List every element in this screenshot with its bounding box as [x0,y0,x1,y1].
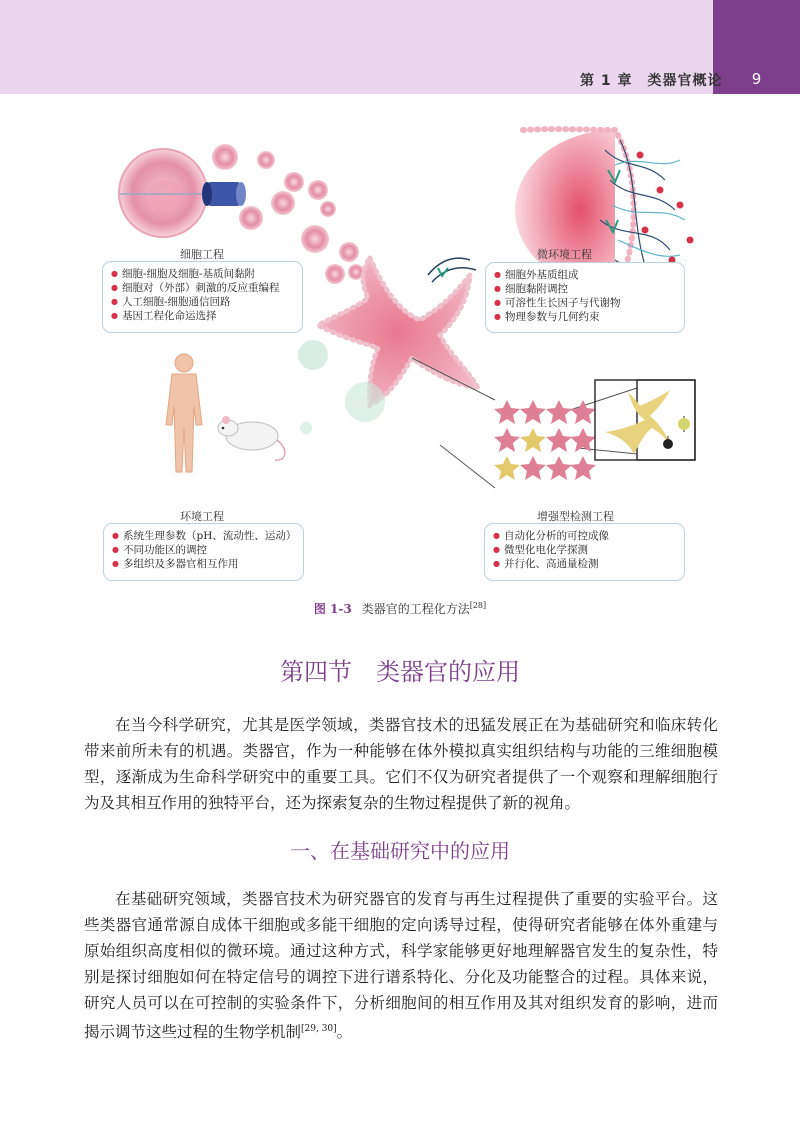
human-figure [166,354,202,472]
soft-sphere [345,382,385,422]
subsection-body-end: 。 [336,1023,353,1042]
vector-cylinder [202,182,246,206]
box-microenvironment [485,262,685,333]
list-item: ● 基因工程化命运选择 [111,309,294,323]
list-item: ● 系统生理参数（pH、流动性、运动） [112,529,295,543]
subsection-body-text: 在基础研究领域，类器官技术为研究器官的发育与再生过程提供了重要的实验平台。这些类器官通常源自成体干细胞或多能干细胞的定向诱导过程，使得研究者能够在体外重建与原始组织高度相似的微环境。通过这种方式，科学家能够更好地理解器官发生的复杂性，特别是探讨细胞如何在特定信号的调控下进行谱系特化、分化及功能整合的过程。具体来说，研究人员可以在可控制的实验条件下，分析细胞间的相互作用及其对组织发育的影响，进而揭示调节这些过程的生物学机制 [84,890,718,1042]
panel-title-detection: 增强型检测工程 [537,510,614,523]
list-item: ● 自动化分析的可控成像 [493,529,676,543]
list-item: ● 细胞对（外部）刺激的反应重编程 [111,281,294,295]
subsection-body-ref: [29, 30] [301,1024,337,1034]
box-environment [103,523,304,581]
soft-sphere [298,340,328,370]
panel-title-microenvironment: 微环境工程 [537,248,592,261]
figure-caption-text: 类器官的工程化方法 [361,602,470,616]
section-title: 第四节 类器官的应用 [280,658,520,686]
list-item: ● 细胞外基质组成 [494,268,676,282]
mouse-figure [218,416,285,460]
subsection-body-paragraph [84,886,718,1045]
chapter-title: 第 1 章 类器官概论 [580,73,723,89]
list-item: ● 人工细胞-细胞通信回路 [111,295,294,309]
list-item: ● 微型化电化学探测 [493,543,676,557]
list-item: ● 并行化、高通量检测 [493,557,676,571]
box-detection [484,523,685,581]
list-item: ● 多组织及多器官相互作用 [112,557,295,571]
figure-caption [0,600,800,617]
box-cell-engineering [102,261,303,333]
section-intro-paragraph: 在当今科学研究，尤其是医学领域，类器官技术的迅猛发展正在为基础研究和临床转化带来前所未有的机遇。类器官，作为一种能够在体外模拟真实组织结构与功能的三维细胞模型，逐渐成为生命科学研究中的重要工具。它们不仅为研究者提供了一个观察和理解细胞行为及其相互作用的独特平台，还为探索复杂的生物过程提供了新的视角。 [84,716,718,812]
page-number: 9 [751,70,762,88]
figure-organoid-engineering [0,110,800,600]
panel-title-environment: 环境工程 [180,510,224,523]
list-item: ● 可溶性生长因子与代谢物 [494,296,676,310]
detection-detail [595,380,695,460]
soft-sphere [300,422,312,434]
list-item: ● 细胞-细胞及细胞-基质间黏附 [111,267,294,281]
list-item: ● 细胞黏附调控 [494,282,676,296]
list-item: ● 物理参数与几何约束 [494,310,676,324]
figure-label: 图 1-3 [313,602,352,616]
panel-title-cell-engineering: 细胞工程 [180,248,224,261]
engineered-cell [119,149,215,237]
subsection-title: 一、在基础研究中的应用 [290,839,510,863]
list-item: ● 不同功能区的调控 [112,543,295,557]
figure-caption-ref: [28] [469,601,487,610]
organoid-array [494,400,596,480]
